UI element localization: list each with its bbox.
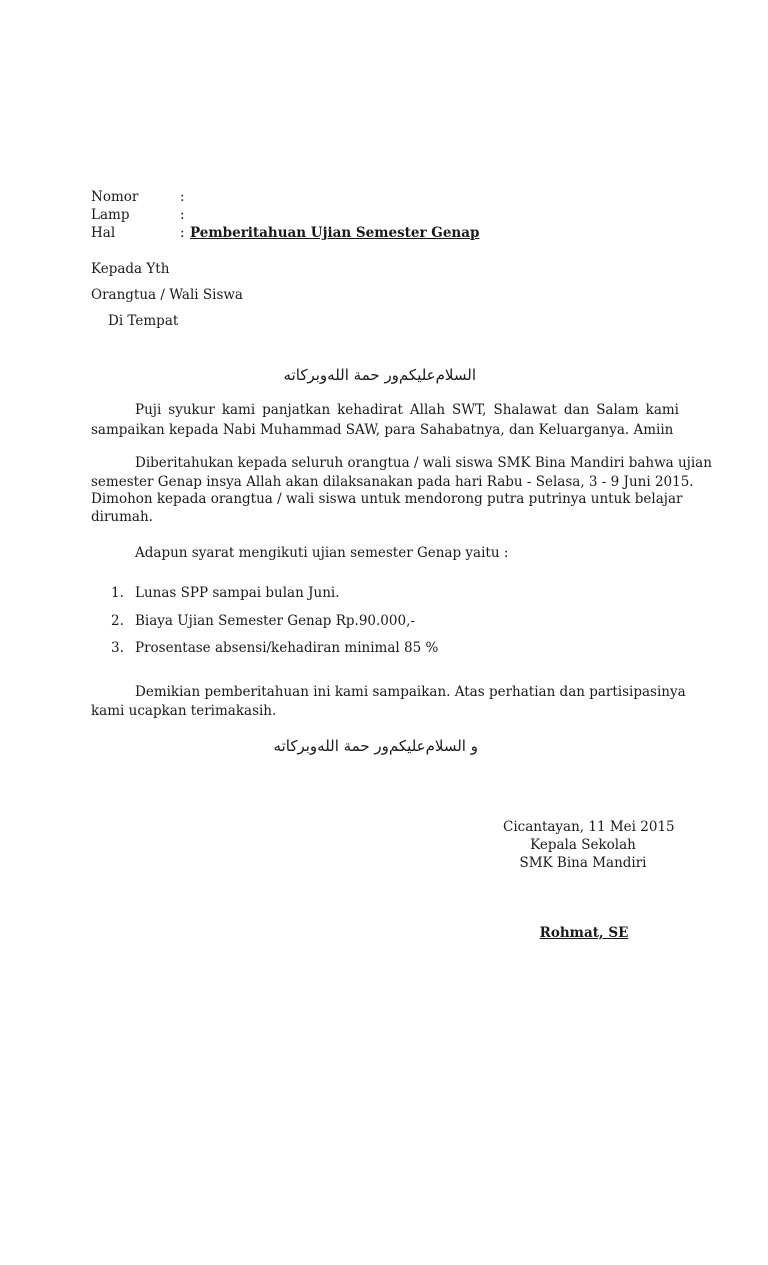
hal-subject: Pemberitahuan Ujian Semester Genap: [190, 225, 480, 241]
announcement-line-1: Diberitahukan kepada seluruh orangtua / wali siswa SMK Bina Mandiri bahwa ujian: [135, 455, 712, 471]
lamp-label: Lamp: [91, 207, 130, 223]
place-date: Cicantayan, 11 Mei 2015: [503, 819, 675, 835]
greeting-open: السلام‌عليكم‌ور حمة الله‌وبركاته: [283, 366, 476, 384]
hal-label: Hal: [91, 225, 116, 241]
signer-name: Rohmat, SE: [539, 925, 629, 941]
recipient-line-3: Di Tempat: [108, 313, 179, 329]
list-item-text: Lunas SPP sampai bulan Juni.: [135, 585, 340, 601]
list-item-number: 2.: [111, 613, 124, 629]
closing-line-2: kami ucapkan terimakasih.: [91, 703, 277, 719]
list-item-text: Biaya Ujian Semester Genap Rp.90.000,-: [135, 613, 415, 629]
announcement-line-4: dirumah.: [91, 509, 153, 525]
list-item-number: 1.: [111, 585, 124, 601]
hal-colon: :: [180, 225, 185, 241]
list-item-text: Prosentase absensi/kehadiran minimal 85 %: [135, 640, 439, 656]
lamp-colon: :: [180, 207, 185, 223]
nomor-colon: :: [180, 189, 185, 205]
announcement-line-2: semester Genap insya Allah akan dilaksanakan pada hari Rabu - Selasa, 3 - 9 Juni 2015.: [91, 474, 694, 490]
greeting-close: و السلام‌عليكم‌ور حمة الله‌وبركاته: [273, 737, 478, 755]
school-name: SMK Bina Mandiri: [519, 855, 647, 871]
recipient-line-1: Kepada Yth: [91, 261, 170, 277]
list-item-number: 3.: [111, 640, 124, 656]
recipient-line-2: Orangtua / Wali Siswa: [91, 287, 243, 303]
nomor-label: Nomor: [91, 189, 139, 205]
paragraph-opening: Puji syukur kami panjatkan kehadirat Allah SWT, Shalawat dan Salam kami sampaikan kepada Nabi Muhammad SAW, para Sahabatnya, dan Keluarganya. Amiin: [91, 402, 679, 438]
announcement-line-3: Dimohon kepada orangtua / wali siswa untuk mendorong putra putrinya untuk belajar: [91, 491, 683, 507]
closing-line-1: Demikian pemberitahuan ini kami sampaikan. Atas perhatian dan partisipasinya: [135, 684, 686, 700]
requirements-intro: Adapun syarat mengikuti ujian semester Genap yaitu :: [135, 545, 509, 561]
signer-position: Kepala Sekolah: [530, 837, 636, 853]
